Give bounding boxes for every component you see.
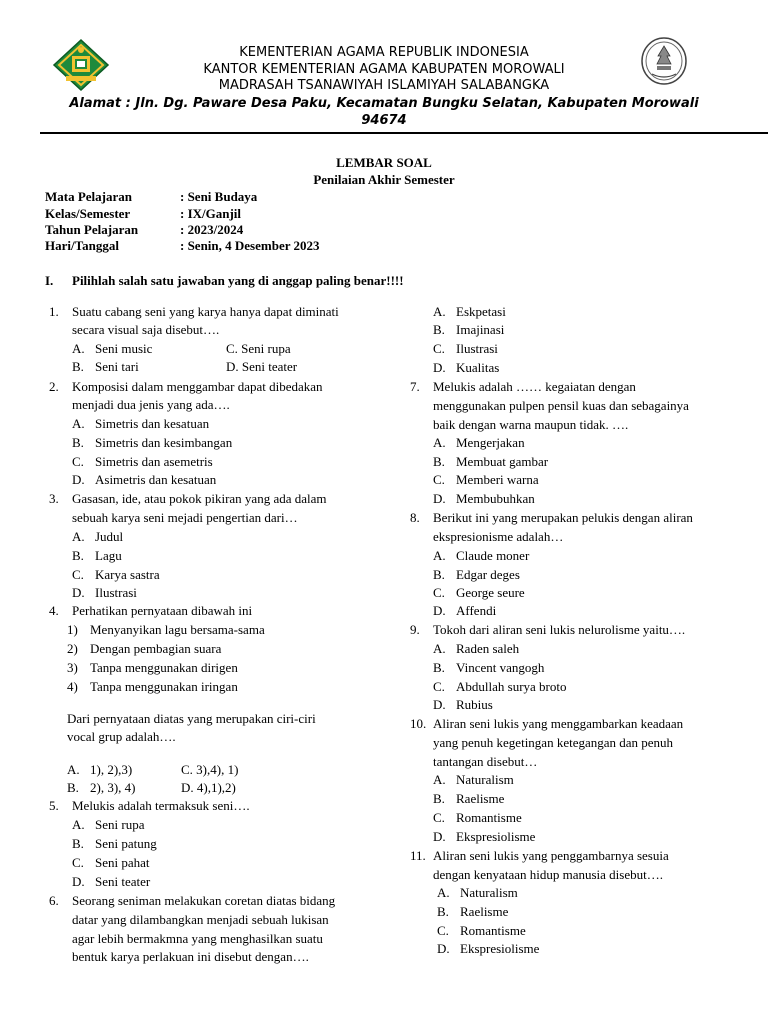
- question-number: 10.: [410, 716, 427, 731]
- option-letter: D.: [72, 472, 85, 487]
- option-text: Raelisme: [460, 904, 509, 919]
- info-label: Kelas/Semester: [45, 206, 131, 221]
- option-letter: D.: [72, 874, 85, 889]
- option-letter: A.: [433, 435, 446, 450]
- option-letter: A.: [72, 529, 85, 544]
- option-letter: C.: [433, 472, 445, 487]
- option-letter: A.: [67, 762, 80, 777]
- option-text: Seni tari: [95, 359, 139, 374]
- option-text: D. Seni teater: [226, 359, 298, 374]
- question-text: dengan kenyataan hidup manusia disebut….: [433, 867, 663, 882]
- option-text: Memberi warna: [456, 472, 539, 487]
- statement-text: Menyanyikan lagu bersama-sama: [90, 622, 265, 637]
- question-text: bentuk karya perlakuan ini disebut dengan….: [72, 949, 309, 964]
- info-value: : 2023/2024: [180, 222, 244, 237]
- question-number: 6.: [49, 893, 59, 908]
- question-number: 9.: [410, 622, 420, 637]
- option-text: Kualitas: [456, 360, 500, 375]
- option-letter: C.: [72, 855, 84, 870]
- kop-line-1: KEMENTERIAN AGAMA REPUBLIK INDONESIA: [239, 45, 529, 60]
- question-text: datar yang dilambangkan menjadi sebuah lukisan: [72, 912, 329, 927]
- info-label: Tahun Pelajaran: [45, 222, 139, 237]
- statement-number: 1): [67, 622, 78, 637]
- option-text: George seure: [456, 585, 525, 600]
- question-number: 3.: [49, 491, 59, 506]
- question-number: 2.: [49, 379, 59, 394]
- option-text: Ekspresiolisme: [460, 941, 540, 956]
- option-text: Raelisme: [456, 791, 505, 806]
- question-text: Aliran seni lukis yang menggambarkan keadaan: [433, 716, 684, 731]
- question-text: Melukis adalah termaksuk seni….: [72, 798, 250, 813]
- option-letter: B.: [433, 322, 445, 337]
- option-text: Affendi: [456, 603, 497, 618]
- statement-text: Dengan pembagian suara: [90, 641, 222, 656]
- option-letter: A.: [72, 817, 85, 832]
- question-text: Komposisi dalam menggambar dapat dibedakan: [72, 379, 323, 394]
- question-text: Tokoh dari aliran seni lukis nelurolisme yaitu….: [433, 622, 686, 637]
- option-text: 2), 3), 4): [90, 780, 136, 795]
- question-text: Seorang seniman melakukan coretan diatas bidang: [72, 893, 336, 908]
- option-letter: C.: [433, 585, 445, 600]
- option-text: C. 3),4), 1): [181, 762, 239, 777]
- question-text: menjadi dua jenis yang ada….: [72, 397, 230, 412]
- option-letter: C.: [433, 679, 445, 694]
- section-number: I.: [45, 273, 54, 288]
- statement-text: Tanpa menggunakan dirigen: [90, 660, 238, 675]
- option-letter: C.: [72, 454, 84, 469]
- option-text: Simetris dan asemetris: [95, 454, 213, 469]
- question-text: agar lebih bermakmna yang menghasilkan suatu: [72, 931, 323, 946]
- option-letter: A.: [433, 304, 446, 319]
- option-text: Claude moner: [456, 548, 530, 563]
- option-letter: B.: [72, 548, 84, 563]
- option-letter: B.: [433, 660, 445, 675]
- option-letter: A.: [433, 641, 446, 656]
- option-letter: A.: [433, 772, 446, 787]
- option-text: Rubius: [456, 697, 493, 712]
- option-letter: D.: [433, 603, 446, 618]
- question-number: 5.: [49, 798, 59, 813]
- question-text: Aliran seni lukis yang penggambarnya sesuia: [433, 848, 669, 863]
- option-letter: A.: [433, 548, 446, 563]
- question-text: Gasasan, ide, atau pokok pikiran yang ada dalam: [72, 491, 327, 506]
- option-letter: D.: [437, 941, 450, 956]
- option-text: C. Seni rupa: [226, 341, 291, 356]
- alamat-line-2: 94674: [361, 113, 407, 128]
- option-letter: C.: [437, 923, 449, 938]
- statement-number: 3): [67, 660, 78, 675]
- statement-number: 2): [67, 641, 78, 656]
- option-text: D. 4),1),2): [181, 780, 236, 795]
- option-text: Seni pahat: [95, 855, 150, 870]
- option-letter: D.: [433, 697, 446, 712]
- option-letter: B.: [72, 435, 84, 450]
- option-text: Naturalism: [456, 772, 514, 787]
- option-text: Romantisme: [456, 810, 522, 825]
- question-text: ekspresionisme adalah…: [433, 529, 564, 544]
- option-text: Imajinasi: [456, 322, 505, 337]
- question-text: Dari pernyataan diatas yang merupakan ciri-ciri: [67, 711, 316, 726]
- question-text: yang penuh kegetingan ketegangan dan penuh: [433, 735, 674, 750]
- option-letter: C.: [433, 341, 445, 356]
- section-text: Pilihlah salah satu jawaban yang di anggap paling benar!!!!: [72, 273, 404, 288]
- option-text: Abdullah surya broto: [456, 679, 567, 694]
- option-letter: B.: [72, 836, 84, 851]
- question-text: tantangan disebut…: [433, 754, 538, 769]
- option-letter: B.: [433, 454, 445, 469]
- option-text: Membubuhkan: [456, 491, 535, 506]
- kop-line-2: KANTOR KEMENTERIAN AGAMA KABUPATEN MOROWALI: [203, 62, 565, 77]
- option-text: Raden saleh: [456, 641, 520, 656]
- question-text: Perhatikan pernyataan dibawah ini: [72, 603, 253, 618]
- option-letter: B.: [433, 567, 445, 582]
- info-label: Hari/Tanggal: [45, 238, 119, 253]
- option-text: Ekspresiolisme: [456, 829, 536, 844]
- option-text: Ilustrasi: [456, 341, 498, 356]
- option-text: Simetris dan kesimbangan: [95, 435, 233, 450]
- question-text: vocal grup adalah….: [67, 729, 176, 744]
- option-letter: C.: [433, 810, 445, 825]
- option-text: Asimetris dan kesatuan: [95, 472, 217, 487]
- option-text: Vincent vangogh: [456, 660, 545, 675]
- option-text: Romantisme: [460, 923, 526, 938]
- option-text: Seni patung: [95, 836, 157, 851]
- info-value: : Senin, 4 Desember 2023: [180, 238, 320, 253]
- question-text: secara visual saja disebut….: [72, 322, 220, 337]
- option-text: 1), 2),3): [90, 762, 133, 777]
- kop-line-3: MADRASAH TSANAWIYAH ISLAMIYAH SALABANGKA: [218, 78, 550, 93]
- option-text: Seni rupa: [95, 817, 145, 832]
- question-text: sebuah karya seni mejadi pengertian dari…: [72, 510, 298, 525]
- option-letter: D.: [433, 491, 446, 506]
- page-title: LEMBAR SOAL: [336, 155, 432, 170]
- option-letter: B.: [72, 359, 84, 374]
- option-text: Naturalism: [460, 885, 518, 900]
- question-number: 8.: [410, 510, 420, 525]
- option-text: Judul: [95, 529, 124, 544]
- option-text: Seni teater: [95, 874, 151, 889]
- question-number: 7.: [410, 379, 420, 394]
- option-letter: D.: [72, 585, 85, 600]
- info-value: : Seni Budaya: [180, 189, 258, 204]
- question-number: 1.: [49, 304, 59, 319]
- question-text: Suatu cabang seni yang karya hanya dapat diminati: [72, 304, 339, 319]
- page-subtitle: Penilaian Akhir Semester: [313, 172, 455, 187]
- option-text: Eskpetasi: [456, 304, 506, 319]
- option-letter: A.: [72, 416, 85, 431]
- question-number: 11.: [410, 848, 426, 863]
- option-text: Lagu: [95, 548, 122, 563]
- question-text: menggunakan pulpen pensil kuas dan sebagainya: [433, 398, 689, 413]
- statement-text: Tanpa menggunakan iringan: [90, 679, 238, 694]
- option-text: Seni music: [95, 341, 153, 356]
- option-letter: D.: [433, 360, 446, 375]
- option-letter: D.: [433, 829, 446, 844]
- option-letter: C.: [72, 567, 84, 582]
- option-text: Ilustrasi: [95, 585, 137, 600]
- info-label: Mata Pelajaran: [45, 189, 133, 204]
- option-letter: B.: [437, 904, 449, 919]
- option-text: Karya sastra: [95, 567, 160, 582]
- option-letter: B.: [433, 791, 445, 806]
- option-text: Edgar deges: [456, 567, 520, 582]
- info-value: : IX/Ganjil: [180, 206, 242, 221]
- option-letter: A.: [437, 885, 450, 900]
- statement-number: 4): [67, 679, 78, 694]
- option-text: Simetris dan kesatuan: [95, 416, 210, 431]
- option-letter: A.: [72, 341, 85, 356]
- question-number: 4.: [49, 603, 59, 618]
- option-text: Membuat gambar: [456, 454, 549, 469]
- question-text: Melukis adalah …… kegaiatan dengan: [433, 379, 636, 394]
- right-column: [384, 0, 768, 1024]
- option-text: Mengerjakan: [456, 435, 525, 450]
- question-text: Berikut ini yang merupakan pelukis dengan aliran: [433, 510, 693, 525]
- option-letter: B.: [67, 780, 79, 795]
- question-text: baik dengan warna maupun tidak. ….: [433, 417, 629, 432]
- alamat-line-1: Alamat : Jln. Dg. Paware Desa Paku, Kecamatan Bungku Selatan, Kabupaten Morowali: [69, 96, 699, 111]
